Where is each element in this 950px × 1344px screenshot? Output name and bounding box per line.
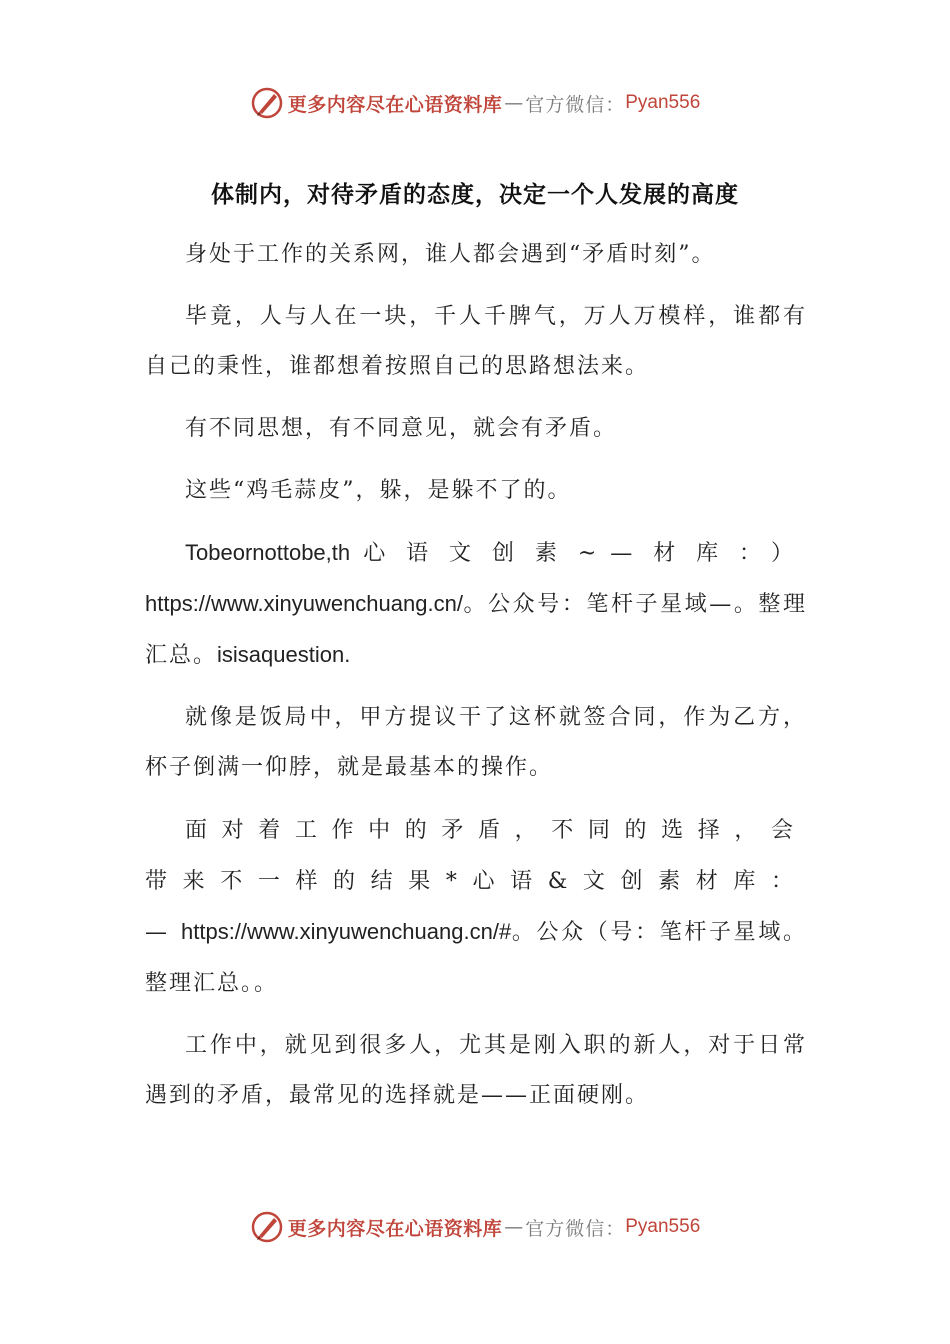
article-body [145,230,807,1133]
paragraph-5-url[interactable]: https://www.xinyuwenchuang.cn/ [145,591,463,616]
paragraph-6: 就像是饭局中，甲方提议干了这杯就签合同，作为乙方，杯子倒满一仰脖，就是最基本的操作。 [145,705,807,780]
banner-dash: — [504,1216,524,1238]
paragraph-7-cn: 面对着工作中的矛盾，不同的选择，会带来不一样的结果*心语&文创素材库：— [145,818,807,945]
paragraph-7-end: 。公众（号：笔杆子星域。整理汇总。。 [145,920,807,996]
paragraph-5-cn: 。公众号：笔杆子星域—。整理汇总。 [145,592,807,668]
banner-wechat-label: 官方微信： [525,1217,626,1240]
paragraph-5-end: isisaquestion. [217,642,351,667]
footer-banner [0,1210,950,1244]
quill-pen-circle-icon [250,86,284,120]
quill-pen-circle-icon [250,1210,284,1244]
banner-wechat-id: Pyan556 [625,1216,701,1237]
paragraph-5-latin: Tobeornottobe,th [185,540,351,565]
header-banner [0,86,950,120]
banner-main-text: 更多内容尽在心语资料库 [287,1217,503,1240]
paragraph-2: 毕竟，人与人在一块，千人千脾气，万人万模样，谁都有自己的秉性，谁都想着按照自己的思路想法来。 [145,304,807,379]
banner-dash: — [504,92,524,114]
paragraph-3: 有不同思想，有不同意见，就会有矛盾。 [185,416,618,441]
banner-wechat-id: Pyan556 [625,92,701,113]
paragraph-7-url[interactable]: https://www.xinyuwenchuang.cn/# [181,919,512,944]
paragraph-7 [145,805,807,1009]
article-title: 体制内，对待矛盾的态度，决定一个人发展的高度 [211,181,739,208]
banner-wechat-label: 官方微信： [525,93,626,116]
paragraph-5 [145,528,807,681]
banner-main-text: 更多内容尽在心语资料库 [287,93,503,116]
paragraph-4: 这些“鸡毛蒜皮”，躲，是躲不了的。 [185,478,572,503]
paragraph-1: 身处于工作的关系网，谁人都会遇到“矛盾时刻”。 [185,242,716,267]
paragraph-8: 工作中，就见到很多人，尤其是刚入职的新人，对于日常遇到的矛盾，最常见的选择就是——正面硬刚。 [145,1033,807,1108]
paragraph-5-watermark: 心语文创素~—材库：） [363,541,807,566]
